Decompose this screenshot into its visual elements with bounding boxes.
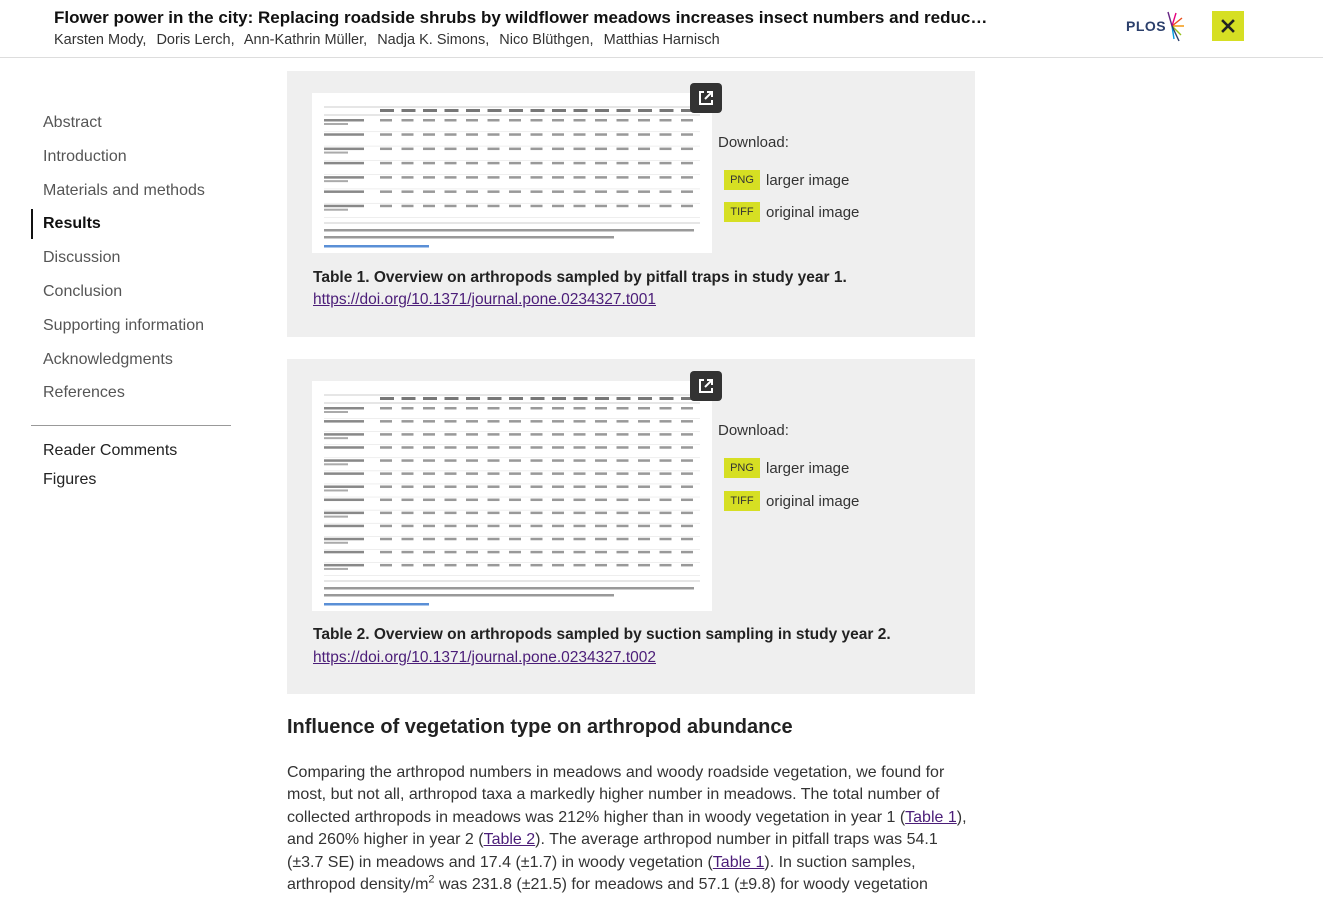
table-thumbnail-image	[312, 381, 712, 611]
plos-logo-text: PLOS	[1126, 18, 1167, 34]
nav-item-supporting-information[interactable]: Supporting information	[43, 316, 204, 334]
paragraph-text: ), and 260% higher in year 2 (	[287, 808, 967, 849]
author-name[interactable]: Ann-Kathrin Müller,	[243, 32, 368, 48]
author-name[interactable]: Karsten Mody,	[54, 32, 147, 48]
nav-item-conclusion[interactable]: Conclusion	[43, 282, 123, 300]
expand-icon	[697, 89, 715, 107]
paragraph-text: ). In suction samples, arthropod density/m	[287, 853, 916, 894]
png-badge: PNG	[724, 458, 760, 478]
plos-burst-icon	[1124, 8, 1186, 44]
table-1-box	[287, 71, 975, 337]
expand-table-2-button[interactable]	[690, 371, 722, 401]
table-2-box	[287, 359, 975, 694]
download-label: Download:	[718, 134, 789, 151]
expand-table-1-button[interactable]	[690, 83, 722, 113]
expand-icon	[697, 377, 715, 395]
tiff-badge: TIFF	[724, 491, 760, 511]
png-download-link[interactable]	[724, 458, 849, 478]
tiff-badge: TIFF	[724, 202, 760, 222]
table-1-reference-link[interactable]: Table 1	[905, 808, 957, 826]
paragraph-text: was 231.8 (±21.5) for meadows and 57.1 (±9.8) for woody vegetation	[434, 876, 928, 894]
table-1-reference-link[interactable]: Table 1	[712, 853, 765, 871]
author-name[interactable]: Matthias Harnisch	[603, 32, 720, 48]
nav-item-materials-and-methods[interactable]: Materials and methods	[43, 181, 205, 199]
author-name[interactable]: Nadja K. Simons,	[377, 32, 490, 48]
close-button[interactable]	[1212, 11, 1244, 41]
nav-item-reader-comments[interactable]: Reader Comments	[43, 442, 178, 460]
table-thumbnail-image	[312, 93, 712, 253]
superscript: 2	[428, 873, 435, 886]
table-2-reference-link[interactable]: Table 2	[483, 831, 536, 849]
paragraph-text: ). The average arthropod number in pitfall traps was 54.1 (±3.7 SE) in meadows and 17.4 (±1.7) in woody vegetation (	[287, 831, 938, 871]
nav-item-introduction[interactable]: Introduction	[43, 147, 127, 165]
nav-item-references[interactable]: References	[43, 384, 125, 402]
table-1-thumbnail[interactable]	[312, 93, 712, 253]
section-nav	[31, 108, 231, 494]
png-download-label: larger image	[766, 459, 850, 477]
download-panel	[718, 134, 789, 151]
nav-item-acknowledgments[interactable]: Acknowledgments	[43, 350, 173, 368]
nav-item-abstract[interactable]: Abstract	[43, 114, 102, 131]
author-list	[54, 32, 726, 48]
nav-item-results[interactable]: Results	[31, 209, 231, 239]
nav-item-discussion[interactable]: Discussion	[43, 249, 121, 267]
tiff-download-link[interactable]	[724, 202, 859, 222]
table-1-doi-link[interactable]: https://doi.org/10.1371/journal.pone.0234327.t001	[313, 291, 656, 308]
paragraph-text: Comparing the arthropod numbers in meadows and woody roadside vegetation, we found for most, but not all, arthropod taxa a markedly higher number in meadows. The total number of collected arthropods in meadows was 212% higher than in woody vegetation in year 1 (	[287, 764, 945, 826]
nav-item-figures[interactable]: Figures	[43, 471, 97, 489]
plos-logo	[1124, 8, 1186, 44]
tiff-download-label: original image	[766, 203, 860, 221]
table-1-caption: Table 1. Overview on arthropods sampled by pitfall traps in study year 1.	[313, 269, 847, 286]
download-panel	[718, 422, 789, 439]
png-download-link[interactable]	[724, 170, 849, 190]
author-name[interactable]: Nico Blüthgen,	[499, 32, 594, 48]
png-badge: PNG	[724, 170, 760, 190]
table-2-caption: Table 2. Overview on arthropods sampled by suction sampling in study year 2.	[313, 626, 891, 643]
author-name[interactable]: Doris Lerch,	[156, 32, 235, 48]
results-paragraph	[287, 762, 977, 896]
tiff-download-label: original image	[766, 492, 860, 510]
tiff-download-link[interactable]	[724, 491, 859, 511]
download-label: Download:	[718, 422, 789, 439]
table-2-thumbnail[interactable]	[312, 381, 712, 611]
table-2-doi-link[interactable]: https://doi.org/10.1371/journal.pone.0234327.t002	[313, 649, 656, 666]
article-title: Flower power in the city: Replacing roadside shrubs by wildflower meadows increases insect numbers and reduc…	[54, 8, 988, 27]
png-download-label: larger image	[766, 171, 850, 189]
nav-divider	[31, 425, 231, 426]
article-header	[0, 0, 1323, 58]
section-heading: Influence of vegetation type on arthropod abundance	[287, 716, 793, 738]
close-icon	[1221, 19, 1235, 33]
